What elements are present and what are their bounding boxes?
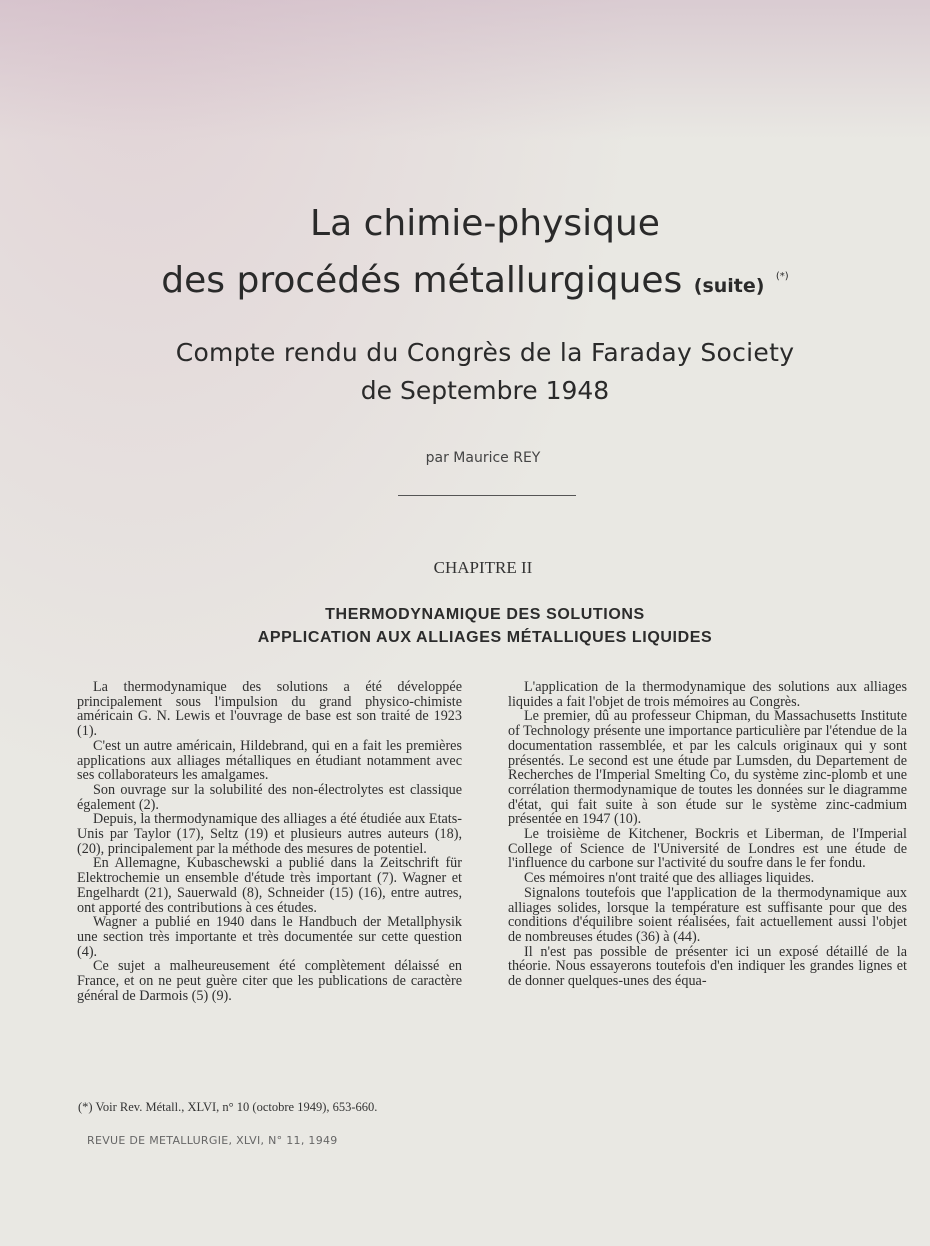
paragraph: L'application de la thermodynamique des solutions aux alliages liquides a fait l'objet de trois mémoires au Congrès.	[508, 679, 907, 710]
paragraph: C'est un autre américain, Hildebrand, qui en a fait les premières applications aux alliages métalliques en étudiant notamment avec ses collaborateurs les amalgames.	[77, 737, 462, 784]
paragraph: Signalons toutefois que l'application de la thermodynamique aux alliages solides, lorsque la température est suffisante pour que des conditions d'équilibre soient réalisées, fait actuellement aussi l'objet de nombreuses études (36) à (44).	[508, 884, 907, 945]
paragraph: Son ouvrage sur la solubilité des non-électrolytes est classique également (2).	[77, 781, 462, 813]
right-column	[508, 680, 907, 989]
paragraph: Ces mémoires n'ont traité que des alliages liquides.	[524, 870, 815, 887]
paragraph: Depuis, la thermodynamique des alliages a été étudiée aux Etats-Unis par Taylor (17), Seltz (19) et plusieurs autres auteurs (18), (20), principalement par la méthode des mesures de potentiel.	[77, 811, 462, 857]
chapter-label: CHAPITRE II	[433, 558, 533, 577]
paragraph: En Allemagne, Kubaschewski a publié dans la Zeitschrift für Elektrochemie un ensemble d'étude très important (7). Wagner et Engelhardt (21), Sauerwald (8), Schneider (15) (16), entre autres, ont apporté des contributions à ces études.	[77, 855, 462, 916]
title-suite: (suite)	[693, 275, 765, 297]
paragraph: Ce sujet a malheureusement été complètement délaissé en France, et on ne peut guère citer que les publications de caractère général de Darmois (5) (9).	[77, 958, 462, 1004]
author-byline: par Maurice REY	[425, 450, 541, 466]
section-heading-line-2: APPLICATION AUX ALLIAGES MÉTALLIQUES LIQUIDES	[257, 629, 713, 646]
left-column	[77, 680, 462, 1003]
paragraph: Le premier, dû au professeur Chipman, du Massachusetts Institute of Technology présente une importance particulière par l'étendue de la documentation rassemblée, et par les calculs originaux qui y sont présentés. Le second est une étude par Lumsden, du Departement de Recherches de l'Imperial Smelting Co, du système zinc-plomb et une corrélation thermodynamique de toutes les données sur le diagramme d'état, qui fait suite à son étude sur le système zinc-cadmium présentée en 1947 (10).	[508, 708, 907, 828]
article-title-line-2-text: des procédés métallurgiques	[161, 260, 683, 301]
journal-reference: REVUE DE METALLURGIE, XLVI, N° 11, 1949	[87, 1134, 338, 1147]
article-title-line-2	[10, 260, 930, 301]
paragraph: Il n'est pas possible de présenter ici un exposé détaillé de la théorie. Nous essayerons toutefois d'en indiquer les grandes lignes et de donner quelques-unes des équa-	[508, 943, 907, 990]
paragraph: Le troisième de Kitchener, Bockris et Liberman, de l'Imperial College of Science de l'Université de Londres est une étude de l'influence du carbone sur l'activité du soufre dans le fer fondu.	[508, 826, 907, 872]
title-footnote-mark: (*)	[775, 271, 789, 282]
subtitle-line-2: de Septembre 1948	[360, 376, 610, 405]
footnote: (*) Voir Rev. Métall., XLVI, n° 10 (octobre 1949), 653-660.	[78, 1100, 378, 1114]
section-heading-line-1: THERMODYNAMIQUE DES SOLUTIONS	[325, 606, 645, 623]
separator-rule	[398, 495, 576, 496]
paragraph: Wagner a publié en 1940 dans le Handbuch der Metallphysik une section très importante et très documentée sur cette question (4).	[77, 914, 462, 960]
subtitle-line-1: Compte rendu du Congrès de la Faraday Society	[175, 338, 795, 367]
article-title-line-1: La chimie-physique	[310, 203, 660, 244]
paragraph: La thermodynamique des solutions a été développée principalement sous l'impulsion du grand physico-chimiste américain G. N. Lewis et l'ouvrage de base est son traité de 1923 (1).	[77, 679, 462, 740]
